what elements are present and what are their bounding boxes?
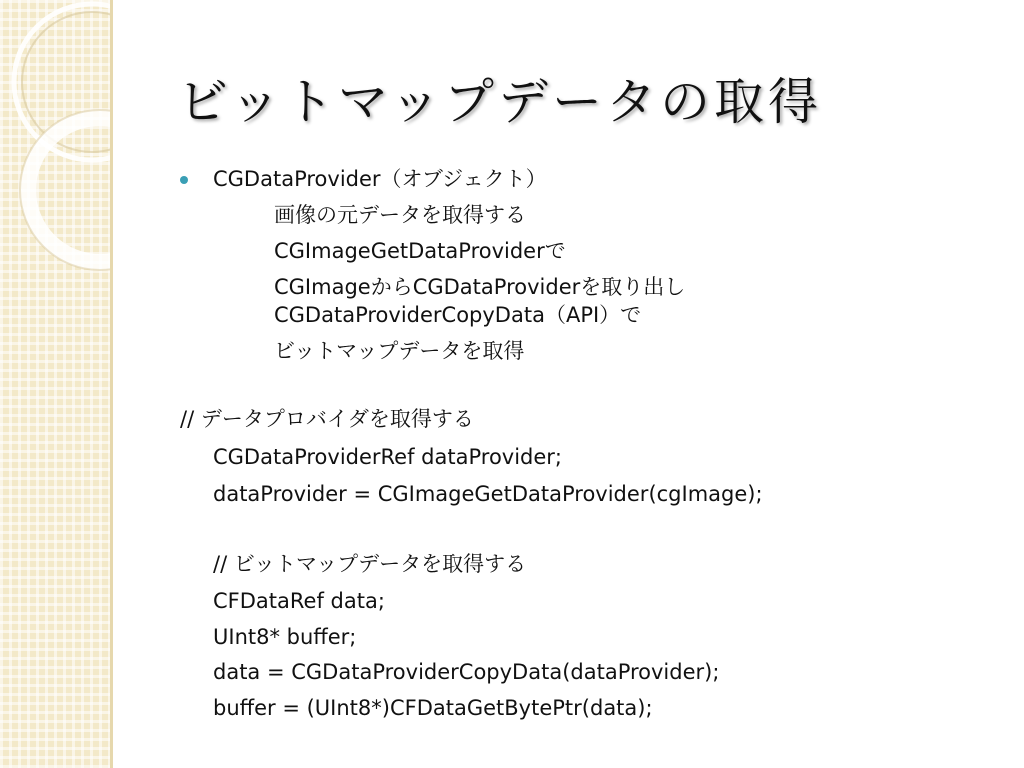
bullet-dot-icon <box>180 176 188 184</box>
code-line: dataProvider = CGImageGetDataProvider(cgImage); <box>213 482 763 506</box>
bullet-sub-line: CGImageからCGDataProviderを取り出し <box>274 275 686 299</box>
code-line: data = CGDataProviderCopyData(dataProvider); <box>213 660 720 684</box>
decorative-side-band <box>0 0 112 768</box>
code-line: buffer = (UInt8*)CFDataGetBytePtr(data); <box>213 696 653 720</box>
code-comment: // ビットマップデータを取得する <box>213 552 527 576</box>
bullet-sub-line: 画像の元データを取得する <box>274 203 526 227</box>
band-edge-divider <box>110 0 113 768</box>
code-comment: // データプロバイダを取得する <box>180 407 474 431</box>
bullet-text: CGDataProvider（オブジェクト） <box>213 167 547 191</box>
slide-title: ビットマップデータの取得 <box>178 73 822 131</box>
bullet-sub-line: CGImageGetDataProviderで <box>274 239 566 263</box>
code-line: CFDataRef data; <box>213 589 385 613</box>
decorative-circles-icon <box>0 0 112 768</box>
bullet-sub-line: ビットマップデータを取得 <box>274 339 525 363</box>
code-line: CGDataProviderRef dataProvider; <box>213 445 563 469</box>
code-line: UInt8* buffer; <box>213 625 357 649</box>
bullet-sub-line: CGDataProviderCopyData（API）で <box>274 303 642 327</box>
